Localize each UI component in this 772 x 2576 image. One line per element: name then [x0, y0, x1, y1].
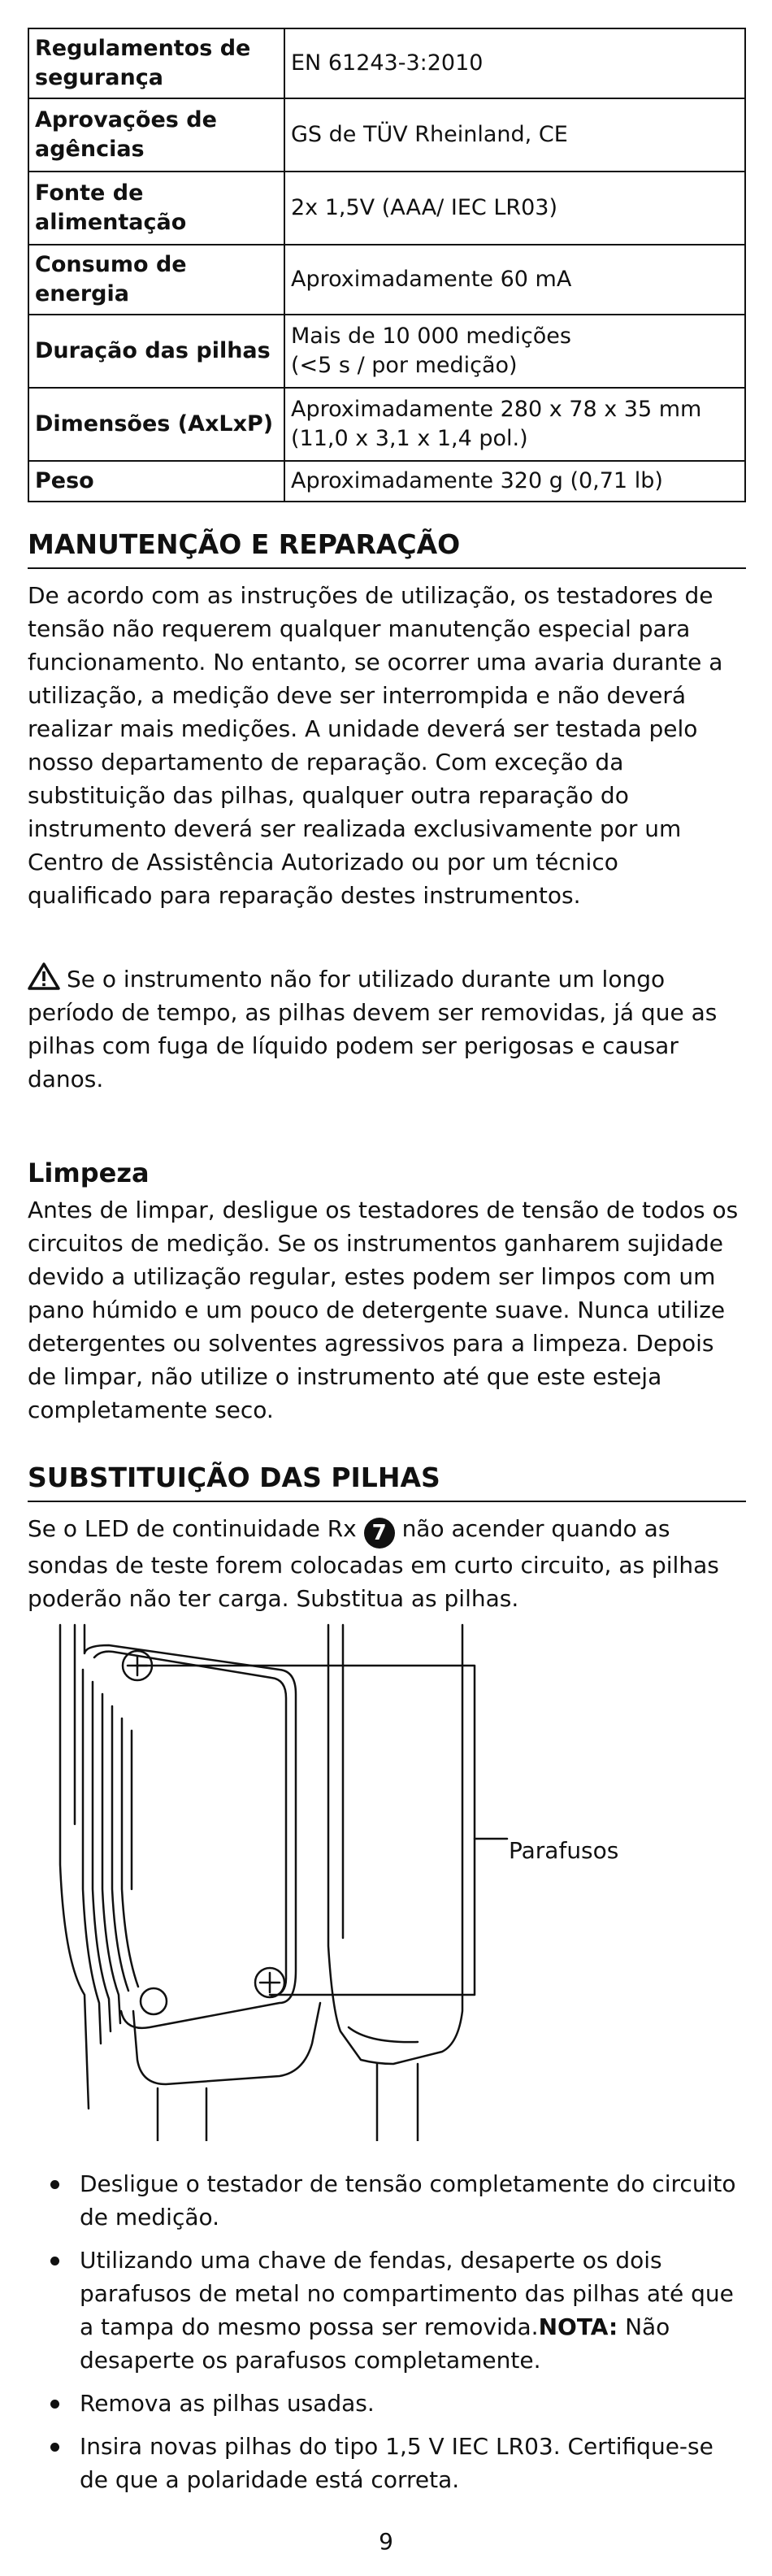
maintenance-paragraph: De acordo com as instruções de utilização, os testadores de tensão não requerem qualquer manutenção especial para funcionamento. No entanto, se ocorrer uma avaria durante a utilização, a medição deve ser interrompida e não deverá realizar mais medições. A unidade deverá ser testada pelo nosso departamento de reparação. Com exceção da substituição das pilhas, qualquer outra reparação do instrumento deverá ser realizada exclusivamente por um Centro de Assistência Autorizado ou por um técnico qualificado para reparação destes instrumentos.	[28, 582, 723, 909]
cleaning-heading: Limpeza	[28, 1158, 150, 1188]
spec-value-line: Mais de 10 000 medições	[291, 324, 571, 349]
spec-value: EN 61243-3:2010	[284, 28, 745, 98]
spec-value-line: (11,0 x 3,1 x 1,4 pol.)	[291, 426, 528, 451]
spec-label: Consumo de energia	[28, 245, 284, 315]
maintenance-section	[28, 527, 746, 912]
table-row	[28, 28, 745, 98]
maintenance-heading: MANUTENÇÃO E REPARAÇÃO	[28, 527, 746, 569]
spec-label: Regulamentos de segurança	[28, 28, 284, 98]
table-row	[28, 245, 745, 315]
tester-drawing	[36, 1621, 735, 2141]
page-number: 9	[379, 2528, 393, 2555]
table-row	[28, 461, 745, 502]
spec-value: Aproximadamente 60 mA	[284, 245, 745, 315]
spec-value: 2x 1,5V (AAA/ IEC LR03)	[284, 172, 745, 245]
spec-value: Aproximadamente 320 g (0,71 lb)	[284, 461, 745, 502]
warning-triangle-icon	[28, 962, 60, 990]
warning-note	[28, 962, 746, 1096]
list-item: Utilizando uma chave de fendas, desaperte os dois parafusos de metal no compartimento das pilhas até que a tampa do mesmo possa ser removida.NOTA: Não desaperte os parafusos completamente.	[28, 2244, 746, 2377]
battery-heading: SUBSTITUIÇÃO DAS PILHAS	[28, 1460, 746, 1502]
spec-value	[284, 388, 745, 461]
spec-value: GS de TÜV Rheinland, CE	[284, 98, 745, 172]
screws-label: Parafusos	[509, 1837, 619, 1864]
spec-label: Fonte de alimentação	[28, 172, 284, 245]
table-row	[28, 98, 745, 172]
table-row	[28, 388, 745, 461]
spec-value	[284, 315, 745, 388]
specifications-table	[28, 28, 746, 502]
list-item: Desligue o testador de tensão completamente do circuito de medição.	[28, 2167, 746, 2234]
spec-label: Dimensões (AxLxP)	[28, 388, 284, 461]
battery-section	[28, 1460, 746, 1615]
spec-label: Duração das pilhas	[28, 315, 284, 388]
spec-label: Peso	[28, 461, 284, 502]
spec-label: Aprovações de agências	[28, 98, 284, 172]
warning-text: Se o instrumento não for utilizado durante um longo período de tempo, as pilhas devem ser removidas, já que as pilhas com fuga de líquido podem ser perigosas e causar danos.	[28, 966, 718, 1093]
list-item: Insira novas pilhas do tipo 1,5 V IEC LR03. Certifique-se de que a polaridade está correta.	[28, 2430, 746, 2496]
cleaning-section	[28, 1156, 746, 1427]
table-row	[28, 315, 745, 388]
battery-paragraph: Se o LED de continuidade Rx 7 não acender quando as sondas de teste forem colocadas em curto circuito, as pilhas poderão não ter carga. Substitua as pilhas.	[28, 1515, 719, 1612]
page	[28, 28, 746, 2493]
led-number-badge: 7	[364, 1518, 395, 1549]
list-item: Remova as pilhas usadas.	[28, 2387, 746, 2420]
cleaning-paragraph: Antes de limpar, desligue os testadores de tensão de todos os circuitos de medição. Se os instrumentos ganharem sujidade devido a utilização regular, estes podem ser limpos com um pano húmido e um pouco de detergente suave. Nunca utilize detergentes ou solventes agressivos para a limpeza. Depois de limpar, não utilize o instrumento até que este esteja completamente seco.	[28, 1197, 739, 1423]
spec-value-line: (<5 s / por medição)	[291, 353, 518, 378]
table-row	[28, 172, 745, 245]
battery-steps-list	[28, 2167, 746, 2506]
note-label: NOTA:	[538, 2313, 618, 2340]
spec-value-line: Aproximadamente 280 x 78 x 35 mm	[291, 397, 702, 422]
battery-compartment-illustration	[36, 1621, 735, 2141]
